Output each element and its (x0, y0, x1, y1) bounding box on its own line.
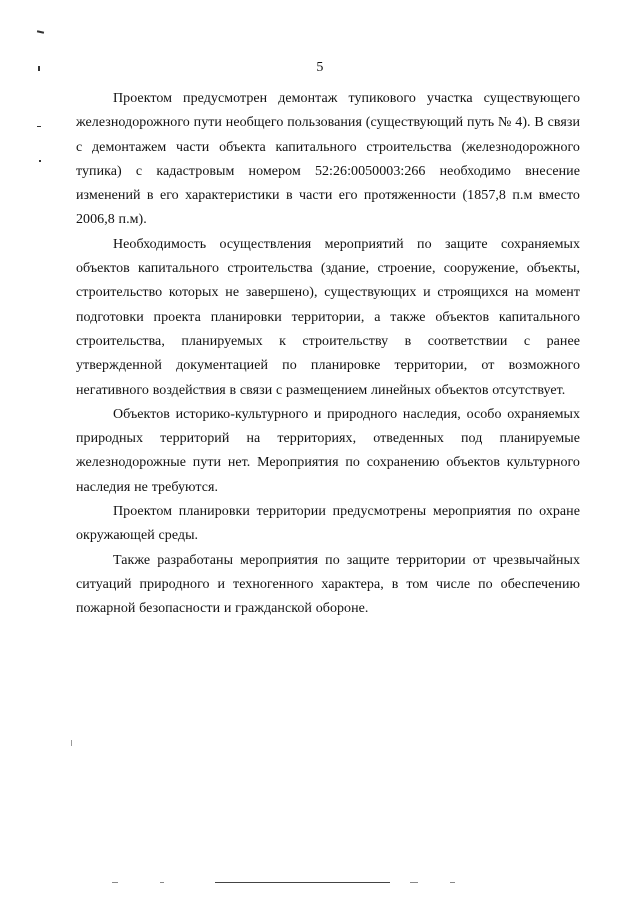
scan-artifact-mark (160, 882, 164, 883)
paragraph-heritage: Объектов историко-культурного и природного наследия, особо охраняемых природных территорий на территориях, отведенных под планируемые железнодорожные пути нет. Мероприятия по сохранению объектов культурного наследия не требуются. (76, 406, 580, 495)
scan-artifact-mark (71, 740, 72, 746)
paragraph-emergency: Также разработаны мероприятия по защите территории от чрезвычайных ситуаций природного и техногенного характера, в том числе по обеспечению пожарной безопасности и гражданской обороне. (76, 552, 580, 617)
body-text (76, 87, 580, 622)
scan-artifact-mark (37, 126, 41, 127)
scan-artifact-mark (37, 30, 44, 33)
bottom-scan-line (215, 882, 390, 883)
paragraph-environment: Проектом планировки территории предусмотрены мероприятия по охране окружающей среды. (76, 504, 580, 544)
scan-artifact-mark (450, 882, 455, 883)
paragraph-demolition: Проектом предусмотрен демонтаж тупикового участка существующего железнодорожного пути необщего пользования (существующий путь № 4). В связи с демонтажем части объекта капитального строительства (железнодорожного тупика) с кадастровым номером 52:26:0050003:266 необходимо внесение изменений в его характеристики в части его протяженности (1857,8 п.м вместо 2006,8 п.м). (76, 91, 580, 228)
scan-artifact-mark (39, 160, 41, 162)
paragraph-protection-measures: Необходимость осуществления мероприятий по защите сохраняемых объектов капитального строительства (здание, строение, сооружение, объекты, строительство которых не завершено), существующих и строящихся на момент подготовки проекта планировки территории, а также объектов капитального строительства, планируемых к строительству в соответствии с ранее утвержденной документацией по планировке территории, от возможного негативного воздействия в связи с размещением линейных объектов отсутствует. (76, 236, 580, 398)
page-number: 5 (316, 60, 324, 75)
scan-artifact-mark (410, 882, 418, 883)
scan-artifact-mark (112, 882, 118, 883)
